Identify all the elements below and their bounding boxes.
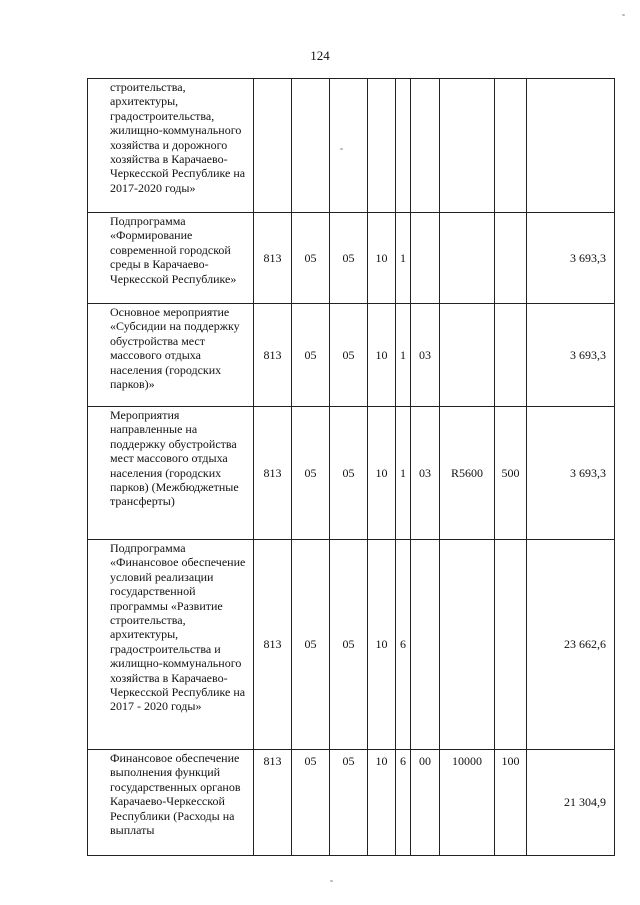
- subsection-cell: 05: [330, 540, 368, 750]
- subprogram-cell: 6: [396, 540, 411, 750]
- row-name-text: Основное мероприятие «Субсидии на поддержку обустройства мест массового отдыха населения (городских парков)»: [110, 305, 240, 392]
- program-cell: 10: [368, 750, 396, 856]
- ministry-cell: [254, 79, 292, 213]
- subprogram-cell: 1: [396, 213, 411, 304]
- ministry-cell: 813: [254, 750, 292, 856]
- budget-table: [87, 78, 615, 856]
- activity-cell: 03: [411, 304, 440, 407]
- amount-cell: [527, 79, 615, 213]
- direction-cell: [440, 213, 495, 304]
- subprogram-cell: 1: [396, 407, 411, 540]
- table-row: [88, 407, 615, 540]
- subprogram-cell: [396, 79, 411, 213]
- row-name-cell: [88, 304, 254, 407]
- subsection-cell: [330, 79, 368, 213]
- direction-cell: [440, 540, 495, 750]
- section-cell: 05: [292, 540, 330, 750]
- row-name-text: строительства, архитектуры, градостроительства, жилищно-коммунального хозяйства и дорожного хозяйства в Карачаево-Черкесской Республике на 2017-2020 годы»: [110, 80, 246, 195]
- section-cell: 05: [292, 213, 330, 304]
- ministry-cell: 813: [254, 304, 292, 407]
- direction-cell: [440, 304, 495, 407]
- program-cell: [368, 79, 396, 213]
- program-cell: 10: [368, 304, 396, 407]
- expense-type-cell: [495, 213, 527, 304]
- table-row: [88, 213, 615, 304]
- amount-cell: 23 662,6: [527, 540, 615, 750]
- program-cell: 10: [368, 540, 396, 750]
- row-name-cell: [88, 407, 254, 540]
- section-cell: [292, 79, 330, 213]
- program-cell: 10: [368, 407, 396, 540]
- direction-cell: 10000: [440, 750, 495, 856]
- table-row: [88, 540, 615, 750]
- direction-cell: R5600: [440, 407, 495, 540]
- activity-cell: 03: [411, 407, 440, 540]
- subsection-cell: 05: [330, 304, 368, 407]
- table-row: [88, 79, 615, 213]
- amount-cell: 3 693,3: [527, 213, 615, 304]
- section-cell: 05: [292, 304, 330, 407]
- subsection-cell: 05: [330, 213, 368, 304]
- row-name-cell: [88, 79, 254, 213]
- expense-type-cell: 500: [495, 407, 527, 540]
- activity-cell: [411, 213, 440, 304]
- activity-cell: [411, 540, 440, 750]
- row-name-text: Мероприятия направленные на поддержку обустройства мест массового отдыха населения (городских парков) (Межбюджетные трансферты): [110, 408, 239, 509]
- expense-type-cell: [495, 304, 527, 407]
- section-cell: 05: [292, 407, 330, 540]
- amount-cell: 21 304,9: [527, 750, 615, 856]
- program-cell: 10: [368, 213, 396, 304]
- row-name-cell: [88, 540, 254, 750]
- row-name-text: Финансовое обеспечение выполнения функций государственных органов Карачаево-Черкесской Республики (Расходы на выплаты: [110, 751, 241, 838]
- row-name-cell: [88, 750, 254, 856]
- subsection-cell: 05: [330, 407, 368, 540]
- amount-cell: 3 693,3: [527, 304, 615, 407]
- activity-cell: [411, 79, 440, 213]
- scan-speck: [330, 880, 333, 882]
- direction-cell: [440, 79, 495, 213]
- row-name-text: Подпрограмма «Финансовое обеспечение условий реализации государственной программы «Развитие строительства, архитектуры, градостроительства и жилищно-коммунального хозяйства в Карачаево-Черкесской Республике на 2017 - 2020 годы»: [110, 541, 246, 714]
- table-row: [88, 750, 615, 856]
- subsection-cell: 05: [330, 750, 368, 856]
- expense-type-cell: [495, 540, 527, 750]
- row-name-text: Подпрограмма «Формирование современной городской среды в Карачаево-Черкесской Республике»: [110, 214, 237, 286]
- page-number: 124: [310, 48, 330, 63]
- activity-cell: 00: [411, 750, 440, 856]
- section-cell: 05: [292, 750, 330, 856]
- expense-type-cell: [495, 79, 527, 213]
- scan-speck: [340, 148, 343, 150]
- expense-type-cell: 100: [495, 750, 527, 856]
- ministry-cell: 813: [254, 540, 292, 750]
- row-name-cell: [88, 213, 254, 304]
- amount-cell: 3 693,3: [527, 407, 615, 540]
- table-row: [88, 304, 615, 407]
- subprogram-cell: 1: [396, 304, 411, 407]
- ministry-cell: 813: [254, 213, 292, 304]
- ministry-cell: 813: [254, 407, 292, 540]
- subprogram-cell: 6: [396, 750, 411, 856]
- scan-speck: [622, 14, 625, 16]
